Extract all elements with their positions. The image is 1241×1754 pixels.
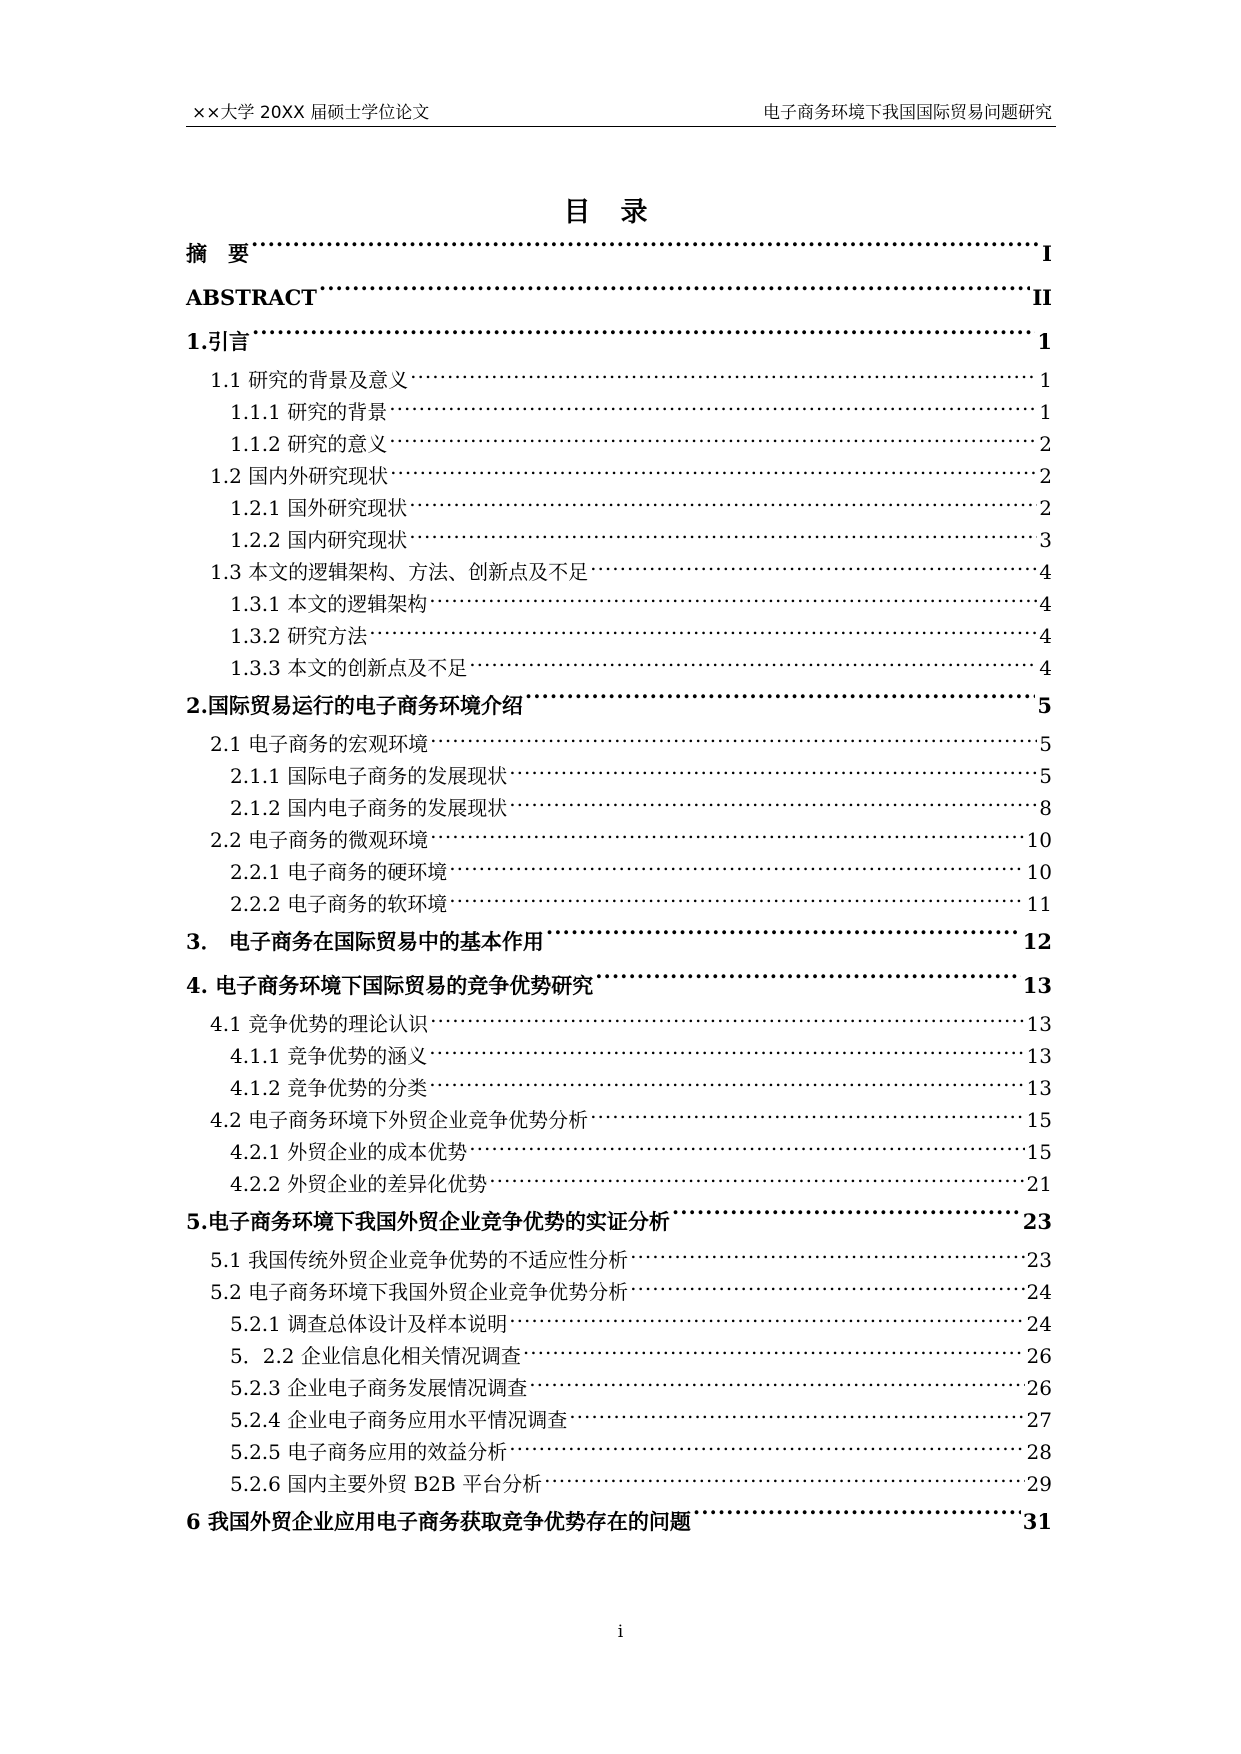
toc-entry-label: 1.3 本文的逻辑架构、方法、创新点及不足 — [210, 560, 589, 584]
toc-entry[interactable] — [186, 556, 1052, 588]
toc-entry[interactable] — [186, 620, 1052, 652]
toc-entry-page: 21 — [1026, 1172, 1052, 1196]
toc-leader-dots — [544, 1469, 1024, 1491]
toc-entry-label: 6 我国外贸企业应用电子商务获取竞争优势存在的问题 — [186, 1509, 691, 1534]
toc-entry-page: 13 — [1026, 1012, 1052, 1036]
toc-entry-label: 4.1 竞争优势的理论认识 — [210, 1012, 429, 1036]
toc-entry-page: 5 — [1039, 764, 1052, 788]
toc-entry-page: 5 — [1037, 693, 1052, 718]
toc-leader-dots — [595, 970, 1021, 993]
toc-leader-dots — [569, 1405, 1024, 1427]
toc-entry[interactable] — [186, 1276, 1052, 1308]
toc-leader-dots — [509, 1437, 1024, 1459]
toc-entry-page: 13 — [1026, 1076, 1052, 1100]
toc-entry-page: 27 — [1026, 1408, 1052, 1432]
toc-leader-dots — [430, 729, 1037, 751]
toc-leader-dots — [251, 238, 1040, 261]
toc-entry-label: ABSTRACT — [186, 285, 317, 310]
toc-entry-page: 1 — [1037, 329, 1052, 354]
toc-entry[interactable] — [186, 888, 1052, 920]
toc-leader-dots — [525, 690, 1035, 713]
toc-entry-label: 5.2 电子商务环境下我国外贸企业竞争优势分析 — [210, 1280, 629, 1304]
toc-entry-page: 10 — [1026, 860, 1052, 884]
toc-entry-label: 5.2.3 企业电子商务发展情况调查 — [230, 1376, 528, 1400]
toc-entry-label: 4.1.2 竞争优势的分类 — [230, 1076, 428, 1100]
toc-entry[interactable] — [186, 1244, 1052, 1276]
toc-entry-page: 2 — [1039, 464, 1052, 488]
toc-entry-page: 5 — [1039, 732, 1052, 756]
toc-entry-label: 2.1 电子商务的宏观环境 — [210, 732, 429, 756]
toc-leader-dots — [409, 493, 1037, 515]
toc-entry-label: 4.2.2 外贸企业的差异化优势 — [230, 1172, 488, 1196]
toc-entry-label: 1.3.3 本文的创新点及不足 — [230, 656, 468, 680]
toc-entry-label: 5.2.5 电子商务应用的效益分析 — [230, 1440, 508, 1464]
toc-leader-dots — [546, 926, 1021, 949]
toc-entry-page: 26 — [1026, 1376, 1052, 1400]
toc-entry[interactable] — [186, 1040, 1052, 1072]
toc-entry[interactable] — [186, 1168, 1052, 1200]
toc-entry-page: 10 — [1026, 828, 1052, 852]
toc-leader-dots — [672, 1206, 1021, 1229]
toc-entry-label: 1.1 研究的背景及意义 — [210, 368, 409, 392]
toc-entry-page: 1 — [1039, 400, 1052, 424]
toc-entry-page: 13 — [1026, 1044, 1052, 1068]
toc-entry-label: 1.3.1 本文的逻辑架构 — [230, 592, 428, 616]
toc-entry[interactable] — [186, 524, 1052, 556]
toc-entry-page: 26 — [1026, 1344, 1052, 1368]
toc-entry[interactable] — [186, 1072, 1052, 1104]
toc-leader-dots — [409, 525, 1037, 547]
toc-leader-dots — [449, 857, 1024, 879]
toc-leader-dots — [509, 761, 1037, 783]
toc-entry-page: 13 — [1022, 973, 1052, 998]
toc-entry[interactable] — [186, 1372, 1052, 1404]
toc-title: 目录 — [563, 197, 678, 228]
toc-entry[interactable] — [186, 1104, 1052, 1136]
toc-leader-dots — [509, 1309, 1024, 1331]
toc-entry[interactable] — [186, 652, 1052, 684]
toc-leader-dots — [430, 825, 1024, 847]
toc-entry-page: 4 — [1039, 560, 1052, 584]
toc-entry-label: 5.2.6 国内主要外贸 B2B 平台分析 — [230, 1472, 543, 1496]
toc-entry-page: 3 — [1039, 528, 1052, 552]
toc-entry[interactable] — [186, 492, 1052, 524]
toc-entry-label: 5.电子商务环境下我国外贸企业竞争优势的实证分析 — [186, 1209, 670, 1234]
toc-entry-page: 29 — [1026, 1472, 1052, 1496]
toc-entry[interactable] — [186, 1008, 1052, 1040]
header-thesis-title: 电子商务环境下我国国际贸易问题研究 — [763, 103, 1052, 123]
toc-entry-page: 28 — [1026, 1440, 1052, 1464]
toc-entry[interactable] — [186, 588, 1052, 620]
toc-entry-label: 4.1.1 竞争优势的涵义 — [230, 1044, 428, 1068]
toc-leader-dots — [469, 653, 1037, 675]
toc-entry[interactable] — [186, 1404, 1052, 1436]
toc-leader-dots — [369, 621, 1037, 643]
toc-entry-label: 4. 电子商务环境下国际贸易的竞争优势研究 — [186, 973, 594, 998]
toc-leader-dots — [389, 397, 1037, 419]
toc-entry-page: I — [1042, 241, 1052, 266]
toc-leader-dots — [630, 1245, 1024, 1267]
toc-leader-dots — [693, 1506, 1021, 1529]
toc-entry[interactable] — [186, 1308, 1052, 1340]
toc-entry-page: 24 — [1026, 1312, 1052, 1336]
toc-entry-label: 1.3.2 研究方法 — [230, 624, 368, 648]
toc-entry-page: 2 — [1039, 432, 1052, 456]
toc-leader-dots — [590, 557, 1037, 579]
toc-leader-dots — [319, 282, 1030, 305]
toc-leader-dots — [410, 365, 1037, 387]
toc-entry[interactable] — [186, 920, 1052, 964]
toc-entry-label: 5.2.1 调查总体设计及样本说明 — [230, 1312, 508, 1336]
toc-entry[interactable] — [186, 964, 1052, 1008]
toc-entry-page: 31 — [1022, 1509, 1052, 1534]
toc-leader-dots — [469, 1137, 1024, 1159]
toc-leader-dots — [429, 589, 1037, 611]
table-of-contents — [186, 232, 1052, 1544]
toc-entry-label: 2.2.1 电子商务的硬环境 — [230, 860, 448, 884]
toc-entry-page: 8 — [1039, 796, 1052, 820]
toc-entry-page: 24 — [1026, 1280, 1052, 1304]
toc-entry-page: 23 — [1026, 1248, 1052, 1272]
toc-entry-label: 2.1.1 国际电子商务的发展现状 — [230, 764, 508, 788]
toc-leader-dots — [390, 461, 1037, 483]
toc-entry-label: 5．2.2 企业信息化相关情况调查 — [230, 1344, 521, 1368]
toc-leader-dots — [429, 1041, 1024, 1063]
toc-entry-label: 3． 电子商务在国际贸易中的基本作用 — [186, 929, 544, 954]
toc-entry[interactable] — [186, 364, 1052, 396]
toc-entry-page: 11 — [1026, 892, 1052, 916]
toc-entry-page: 4 — [1039, 592, 1052, 616]
toc-entry-page: 4 — [1039, 624, 1052, 648]
toc-entry-label: 1.2 国内外研究现状 — [210, 464, 389, 488]
toc-leader-dots — [590, 1105, 1024, 1127]
toc-entry-label: 1.1.1 研究的背景 — [230, 400, 388, 424]
toc-entry-label: 1.2.1 国外研究现状 — [230, 496, 408, 520]
toc-entry[interactable] — [186, 1500, 1052, 1544]
toc-entry-page: 12 — [1022, 929, 1052, 954]
toc-entry[interactable] — [186, 824, 1052, 856]
toc-entry-label: 2.2 电子商务的微观环境 — [210, 828, 429, 852]
toc-entry-label: 4.2.1 外贸企业的成本优势 — [230, 1140, 468, 1164]
toc-entry-label: 1.2.2 国内研究现状 — [230, 528, 408, 552]
header-university: ××大学 20XX 届硕士学位论文 — [192, 103, 430, 123]
page-number: i — [617, 1622, 624, 1642]
toc-entry-page: 1 — [1039, 368, 1052, 392]
toc-entry-label: 1.1.2 研究的意义 — [230, 432, 388, 456]
toc-entry-page: II — [1032, 285, 1052, 310]
toc-entry-label: 2.1.2 国内电子商务的发展现状 — [230, 796, 508, 820]
toc-entry[interactable] — [186, 760, 1052, 792]
toc-entry-page: 4 — [1039, 656, 1052, 680]
toc-entry[interactable] — [186, 428, 1052, 460]
toc-entry-label: 5.1 我国传统外贸企业竞争优势的不适应性分析 — [210, 1248, 629, 1272]
toc-entry-label: 5.2.4 企业电子商务应用水平情况调查 — [230, 1408, 568, 1432]
toc-entry[interactable] — [186, 792, 1052, 824]
toc-entry-label: 2.2.2 电子商务的软环境 — [230, 892, 448, 916]
toc-leader-dots — [630, 1277, 1024, 1299]
toc-entry[interactable] — [186, 1340, 1052, 1372]
toc-entry[interactable] — [186, 460, 1052, 492]
toc-leader-dots — [509, 793, 1037, 815]
toc-leader-dots — [252, 326, 1035, 349]
toc-entry[interactable] — [186, 728, 1052, 760]
toc-entry-page: 15 — [1026, 1108, 1052, 1132]
toc-entry[interactable] — [186, 232, 1052, 276]
toc-entry-label: 1.引言 — [186, 329, 250, 354]
toc-leader-dots — [529, 1373, 1024, 1395]
toc-leader-dots — [449, 889, 1024, 911]
toc-entry-label: 4.2 电子商务环境下外贸企业竞争优势分析 — [210, 1108, 589, 1132]
toc-leader-dots — [389, 429, 1037, 451]
toc-entry[interactable] — [186, 1136, 1052, 1168]
page-header — [186, 96, 1056, 127]
toc-entry[interactable] — [186, 1200, 1052, 1244]
toc-entry-label: 2.国际贸易运行的电子商务环境介绍 — [186, 693, 523, 718]
toc-leader-dots — [430, 1009, 1024, 1031]
toc-entry[interactable] — [186, 856, 1052, 888]
toc-entry[interactable] — [186, 1468, 1052, 1500]
toc-entry-page: 2 — [1039, 496, 1052, 520]
toc-entry-page: 15 — [1026, 1140, 1052, 1164]
toc-entry[interactable] — [186, 396, 1052, 428]
toc-entry[interactable] — [186, 1436, 1052, 1468]
toc-leader-dots — [489, 1169, 1024, 1191]
toc-entry[interactable] — [186, 320, 1052, 364]
toc-entry[interactable] — [186, 684, 1052, 728]
toc-leader-dots — [523, 1341, 1025, 1363]
toc-entry-label: 摘 要 — [186, 241, 249, 266]
toc-entry-page: 23 — [1022, 1209, 1052, 1234]
toc-entry[interactable] — [186, 276, 1052, 320]
toc-leader-dots — [429, 1073, 1024, 1095]
